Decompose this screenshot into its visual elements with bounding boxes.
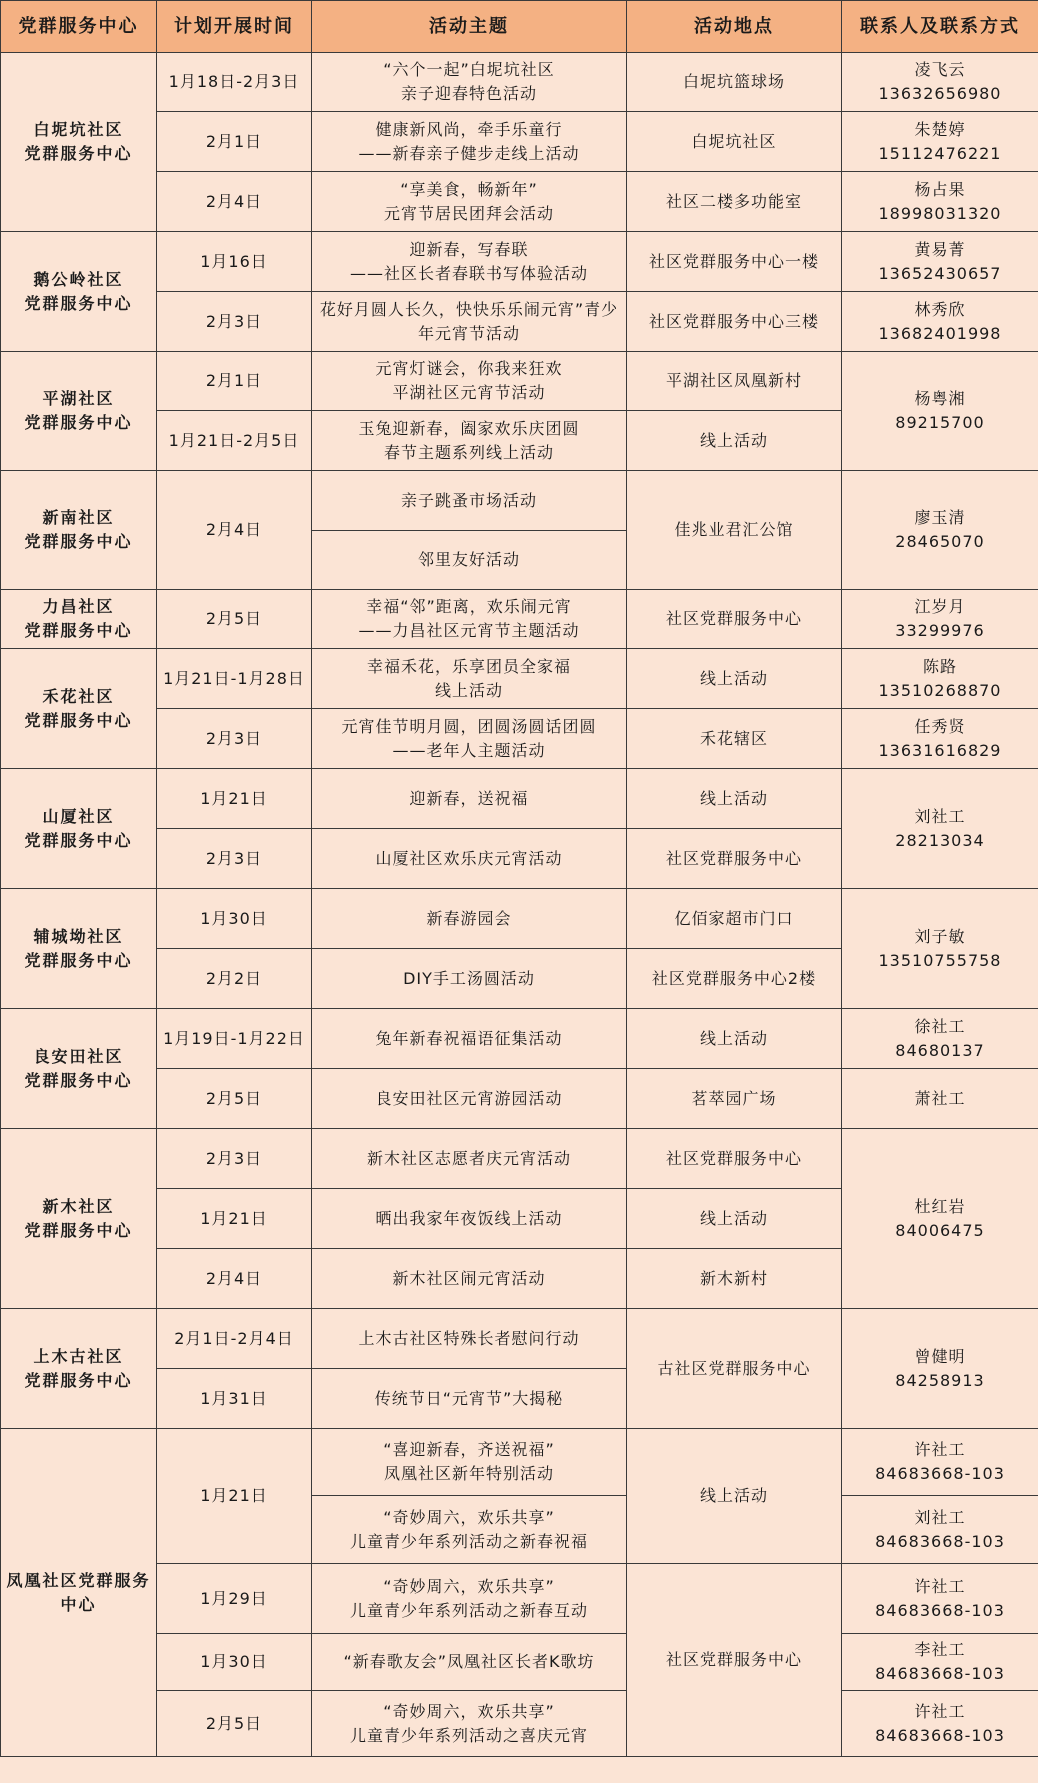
cell-contact: 杨粤湘 89215700 bbox=[842, 352, 1038, 471]
cell-location: 线上活动 bbox=[627, 1189, 842, 1249]
cell-location: 亿佰家超市门口 bbox=[627, 889, 842, 949]
cell-time: 1月16日 bbox=[157, 232, 312, 292]
cell-theme: 兔年新春祝福语征集活动 bbox=[312, 1009, 627, 1069]
cell-contact: 廖玉清 28465070 bbox=[842, 471, 1038, 590]
cell-contact: 许社工 84683668-103 bbox=[842, 1691, 1038, 1757]
cell-location: 线上活动 bbox=[627, 1009, 842, 1069]
cell-contact: 萧社工 bbox=[842, 1069, 1038, 1129]
cell-theme: “享美食，畅新年” 元宵节居民团拜会活动 bbox=[312, 172, 627, 232]
table-row bbox=[1, 769, 1038, 829]
cell-location: 社区党群服务中心 bbox=[627, 829, 842, 889]
cell-location: 社区二楼多功能室 bbox=[627, 172, 842, 232]
header-theme: 活动主题 bbox=[312, 1, 627, 53]
cell-theme: “喜迎新春，齐送祝福” 凤凰社区新年特别活动 bbox=[312, 1429, 627, 1496]
cell-center: 上木古社区 党群服务中心 bbox=[1, 1309, 157, 1429]
cell-center: 禾花社区 党群服务中心 bbox=[1, 649, 157, 769]
cell-time: 2月5日 bbox=[157, 1691, 312, 1757]
cell-center: 白坭坑社区 党群服务中心 bbox=[1, 53, 157, 232]
cell-center: 良安田社区 党群服务中心 bbox=[1, 1009, 157, 1129]
cell-theme: 迎新春，送祝福 bbox=[312, 769, 627, 829]
cell-contact: 林秀欣 13682401998 bbox=[842, 292, 1038, 352]
cell-center: 辅城坳社区 党群服务中心 bbox=[1, 889, 157, 1009]
cell-time: 1月18日-2月3日 bbox=[157, 53, 312, 112]
header-contact: 联系人及联系方式 bbox=[842, 1, 1038, 53]
cell-theme: 山厦社区欢乐庆元宵活动 bbox=[312, 829, 627, 889]
cell-theme: 新木社区闹元宵活动 bbox=[312, 1249, 627, 1309]
cell-location: 社区党群服务中心三楼 bbox=[627, 292, 842, 352]
cell-contact: 江岁月 33299976 bbox=[842, 590, 1038, 649]
table-row bbox=[1, 1309, 1038, 1369]
cell-location: 古社区党群服务中心 bbox=[627, 1309, 842, 1429]
cell-center: 鹅公岭社区 党群服务中心 bbox=[1, 232, 157, 352]
cell-contact: 杨占果 18998031320 bbox=[842, 172, 1038, 232]
cell-location: 茗萃园广场 bbox=[627, 1069, 842, 1129]
cell-contact: 李社工 84683668-103 bbox=[842, 1634, 1038, 1691]
cell-time: 2月4日 bbox=[157, 172, 312, 232]
cell-center: 平湖社区 党群服务中心 bbox=[1, 352, 157, 471]
cell-contact: 杜红岩 84006475 bbox=[842, 1129, 1038, 1309]
table-row bbox=[1, 232, 1038, 292]
cell-time: 1月21日 bbox=[157, 769, 312, 829]
table-row bbox=[1, 471, 1038, 531]
cell-theme: 元宵佳节明月圆，团圆汤圆话团圆 ——老年人主题活动 bbox=[312, 709, 627, 769]
cell-time: 1月30日 bbox=[157, 889, 312, 949]
cell-theme: “新春歌友会”凤凰社区长者K歌坊 bbox=[312, 1634, 627, 1691]
table-row bbox=[1, 1129, 1038, 1189]
cell-time: 2月2日 bbox=[157, 949, 312, 1009]
cell-location: 新木新村 bbox=[627, 1249, 842, 1309]
cell-contact: 徐社工 84680137 bbox=[842, 1009, 1038, 1069]
cell-location: 社区党群服务中心 bbox=[627, 1564, 842, 1757]
table-row bbox=[1, 889, 1038, 949]
cell-contact: 许社工 84683668-103 bbox=[842, 1564, 1038, 1634]
cell-time: 1月21日 bbox=[157, 1189, 312, 1249]
cell-contact: 刘社工 84683668-103 bbox=[842, 1496, 1038, 1564]
cell-theme: “六个一起”白坭坑社区 亲子迎春特色活动 bbox=[312, 53, 627, 112]
table-body bbox=[1, 53, 1038, 1757]
cell-theme: 幸福禾花，乐享团员全家福 线上活动 bbox=[312, 649, 627, 709]
cell-theme: 上木古社区特殊长者慰问行动 bbox=[312, 1309, 627, 1369]
header-row bbox=[1, 1, 1038, 53]
cell-theme: 花好月圆人长久，快快乐乐闹元宵”青少年元宵节活动 bbox=[312, 292, 627, 352]
cell-time: 1月29日 bbox=[157, 1564, 312, 1634]
cell-theme: 良安田社区元宵游园活动 bbox=[312, 1069, 627, 1129]
cell-time: 2月5日 bbox=[157, 590, 312, 649]
cell-contact: 陈路 13510268870 bbox=[842, 649, 1038, 709]
cell-contact: 曾健明 84258913 bbox=[842, 1309, 1038, 1429]
cell-contact: 任秀贤 13631616829 bbox=[842, 709, 1038, 769]
cell-contact: 凌飞云 13632656980 bbox=[842, 53, 1038, 112]
cell-center: 新木社区 党群服务中心 bbox=[1, 1129, 157, 1309]
cell-time: 2月3日 bbox=[157, 709, 312, 769]
cell-theme: 传统节日“元宵节”大揭秘 bbox=[312, 1369, 627, 1429]
cell-location: 线上活动 bbox=[627, 1429, 842, 1564]
cell-time: 1月19日-1月22日 bbox=[157, 1009, 312, 1069]
cell-theme: 玉兔迎新春，阖家欢乐庆团圆 春节主题系列线上活动 bbox=[312, 411, 627, 471]
cell-location: 社区党群服务中心 bbox=[627, 1129, 842, 1189]
cell-center: 凤凰社区党群服务中心 bbox=[1, 1429, 157, 1757]
cell-theme: “奇妙周六，欢乐共享” 儿童青少年系列活动之新春祝福 bbox=[312, 1496, 627, 1564]
table-row bbox=[1, 112, 1038, 172]
cell-theme: 迎新春，写春联 ——社区长者春联书写体验活动 bbox=[312, 232, 627, 292]
header-center: 党群服务中心 bbox=[1, 1, 157, 53]
cell-contact: 刘子敏 13510755758 bbox=[842, 889, 1038, 1009]
table-row bbox=[1, 53, 1038, 112]
cell-location: 线上活动 bbox=[627, 411, 842, 471]
cell-center: 新南社区 党群服务中心 bbox=[1, 471, 157, 590]
cell-time: 2月3日 bbox=[157, 1129, 312, 1189]
header-time: 计划开展时间 bbox=[157, 1, 312, 53]
cell-location: 白坭坑篮球场 bbox=[627, 53, 842, 112]
cell-time: 1月21日-2月5日 bbox=[157, 411, 312, 471]
cell-location: 线上活动 bbox=[627, 769, 842, 829]
cell-time: 2月5日 bbox=[157, 1069, 312, 1129]
cell-theme: “奇妙周六，欢乐共享” 儿童青少年系列活动之喜庆元宵 bbox=[312, 1691, 627, 1757]
cell-location: 白坭坑社区 bbox=[627, 112, 842, 172]
table-row bbox=[1, 1069, 1038, 1129]
table-row bbox=[1, 1564, 1038, 1634]
table-row bbox=[1, 649, 1038, 709]
cell-location: 平湖社区凤凰新村 bbox=[627, 352, 842, 411]
cell-contact: 朱楚婷 15112476221 bbox=[842, 112, 1038, 172]
table-row bbox=[1, 172, 1038, 232]
cell-location: 佳兆业君汇公馆 bbox=[627, 471, 842, 590]
cell-location: 社区党群服务中心一楼 bbox=[627, 232, 842, 292]
cell-time: 2月4日 bbox=[157, 471, 312, 590]
cell-contact: 许社工 84683668-103 bbox=[842, 1429, 1038, 1496]
table-row bbox=[1, 590, 1038, 649]
table-row bbox=[1, 709, 1038, 769]
cell-theme: DIY手工汤圆活动 bbox=[312, 949, 627, 1009]
cell-theme: “奇妙周六，欢乐共享” 儿童青少年系列活动之新春互动 bbox=[312, 1564, 627, 1634]
table-row bbox=[1, 1691, 1038, 1757]
cell-theme: 亲子跳蚤市场活动 bbox=[312, 471, 627, 531]
cell-time: 2月1日 bbox=[157, 112, 312, 172]
cell-contact: 黄易菁 13652430657 bbox=[842, 232, 1038, 292]
cell-time: 1月30日 bbox=[157, 1634, 312, 1691]
cell-contact: 刘社工 28213034 bbox=[842, 769, 1038, 889]
cell-theme: 新木社区志愿者庆元宵活动 bbox=[312, 1129, 627, 1189]
cell-theme: 幸福“邻”距离，欢乐闹元宵 ——力昌社区元宵节主题活动 bbox=[312, 590, 627, 649]
cell-location: 社区党群服务中心 bbox=[627, 590, 842, 649]
table-row bbox=[1, 1634, 1038, 1691]
cell-location: 禾花辖区 bbox=[627, 709, 842, 769]
cell-theme: 元宵灯谜会，你我来狂欢 平湖社区元宵节活动 bbox=[312, 352, 627, 411]
cell-time: 1月21日-1月28日 bbox=[157, 649, 312, 709]
table-row bbox=[1, 1429, 1038, 1496]
cell-time: 2月1日-2月4日 bbox=[157, 1309, 312, 1369]
cell-time: 1月21日 bbox=[157, 1429, 312, 1564]
cell-theme: 邻里友好活动 bbox=[312, 531, 627, 590]
cell-time: 2月3日 bbox=[157, 292, 312, 352]
cell-time: 1月31日 bbox=[157, 1369, 312, 1429]
header-location: 活动地点 bbox=[627, 1, 842, 53]
cell-theme: 晒出我家年夜饭线上活动 bbox=[312, 1189, 627, 1249]
table-row bbox=[1, 292, 1038, 352]
table-row bbox=[1, 352, 1038, 411]
cell-center: 力昌社区 党群服务中心 bbox=[1, 590, 157, 649]
cell-location: 社区党群服务中心2楼 bbox=[627, 949, 842, 1009]
cell-time: 2月1日 bbox=[157, 352, 312, 411]
cell-theme: 健康新风尚，牵手乐童行 ——新春亲子健步走线上活动 bbox=[312, 112, 627, 172]
cell-center: 山厦社区 党群服务中心 bbox=[1, 769, 157, 889]
cell-location: 线上活动 bbox=[627, 649, 842, 709]
cell-time: 2月4日 bbox=[157, 1249, 312, 1309]
table-row bbox=[1, 1009, 1038, 1069]
cell-theme: 新春游园会 bbox=[312, 889, 627, 949]
cell-time: 2月3日 bbox=[157, 829, 312, 889]
